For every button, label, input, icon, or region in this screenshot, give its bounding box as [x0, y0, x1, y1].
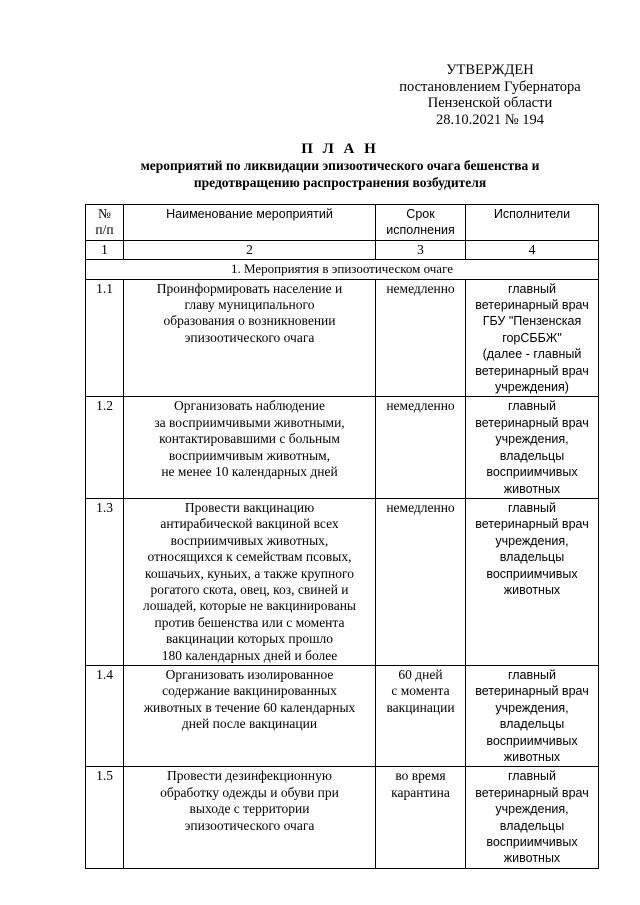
- row-measure-name-line: 180 календарных дней и более: [161, 647, 338, 663]
- header-name: Наименование мероприятий: [124, 205, 376, 241]
- row-executors-line: животных: [503, 851, 561, 866]
- row-measure-name-line: рогатого скота, овец, коз, свиней и: [150, 581, 349, 597]
- plan-table: [85, 204, 599, 869]
- row-term-line: вакцинации: [386, 699, 455, 715]
- row-measure-name-line: контактировавшими с больным: [159, 431, 340, 447]
- row-executors: [466, 397, 599, 498]
- row-executors-line: восприимчивых: [486, 733, 578, 748]
- row-executors-line: ГБУ "Пензенская: [482, 314, 582, 329]
- table-row: [86, 279, 599, 397]
- row-number: 1.4: [86, 665, 124, 766]
- row-measure-name-line: не менее 10 календарных дней: [161, 464, 338, 480]
- row-measure-name-line: животных в течение 60 календарных: [143, 699, 356, 715]
- row-measure-name-line: лошадей, которые не вакцинированы: [142, 598, 357, 614]
- row-term-line: 60 дней: [398, 666, 443, 682]
- row-measure-name-line: относящихся к семействам псовых,: [147, 549, 352, 565]
- approval-line-4: 28.10.2021 № 194: [435, 111, 545, 128]
- header-term-line-1: Срок: [406, 207, 435, 221]
- row-measure-name-line: против бешенства или с момента: [154, 614, 345, 630]
- row-measure-name-line: дней после вакцинации: [181, 716, 318, 732]
- title-main: П Л А Н: [301, 141, 379, 157]
- row-executors: [466, 665, 599, 766]
- row-measure-name-line: восприимчивым животным,: [168, 447, 331, 463]
- row-executors: [466, 498, 599, 665]
- approval-line-3: Пензенской области: [427, 95, 553, 111]
- row-executors-line: ветеринарный врач: [475, 785, 589, 800]
- row-executors-line: главный: [507, 399, 557, 414]
- table-header-row: [86, 205, 599, 241]
- row-measure-name-line: Организовать изолированное: [165, 666, 334, 682]
- document-title: [90, 140, 590, 191]
- row-measure-name: [124, 767, 376, 868]
- row-executors-line: главный: [507, 500, 557, 515]
- row-executors-line: восприимчивых: [486, 835, 578, 850]
- row-executors-line: главный: [507, 667, 557, 682]
- row-executors-line: восприимчивых: [486, 566, 578, 581]
- row-measure-name-line: Проинформировать население и: [156, 280, 343, 296]
- row-executors-line: ветеринарный врач: [475, 684, 589, 699]
- header-num-line-1: №: [98, 206, 111, 221]
- row-measure-name: [124, 498, 376, 665]
- row-measure-name-line: содержание вакцинированных: [162, 683, 337, 699]
- row-number: 1.1: [86, 279, 124, 397]
- row-measure-name-line: за восприимчивыми животными,: [154, 414, 345, 430]
- approval-line-1: УТВЕРЖДЕН: [446, 62, 534, 78]
- row-executors: [466, 279, 599, 397]
- row-measure-name-line: эпизоотического очага: [184, 817, 315, 833]
- row-executors-line: учреждения,: [495, 432, 569, 447]
- row-term-line: с момента: [391, 683, 450, 699]
- row-term-line: во время: [395, 768, 446, 784]
- row-measure-name-line: вакцинации которых прошло: [166, 631, 333, 647]
- row-number: 1.2: [86, 397, 124, 498]
- header-term: [376, 205, 466, 241]
- row-executors-line: учреждения,: [495, 700, 569, 715]
- row-executors-line: главный: [507, 769, 557, 784]
- row-executors-line: ветеринарный врач: [475, 415, 589, 430]
- row-executors-line: ветеринарный врач: [475, 298, 589, 313]
- row-executors-line: животных: [503, 750, 561, 764]
- row-term: [376, 498, 466, 665]
- table-row: [86, 498, 599, 665]
- row-measure-name-line: Провести дезинфекционную: [167, 768, 332, 784]
- row-executors-line: учреждения): [495, 380, 569, 395]
- row-measure-name-line: Организовать наблюдение: [174, 398, 325, 414]
- row-number: 1.3: [86, 498, 124, 665]
- row-number: 1.5: [86, 767, 124, 868]
- header-executors: Исполнители: [466, 205, 599, 241]
- row-term-line: немедленно: [386, 398, 455, 414]
- column-number-3: 3: [376, 240, 466, 259]
- row-executors-line: владельцы: [499, 550, 565, 565]
- row-measure-name-line: выходе с территории: [189, 801, 310, 817]
- row-measure-name-line: Провести вакцинацию: [184, 499, 315, 515]
- title-subtitle-line-2: предотвращению распространения возбудителя: [193, 174, 487, 190]
- column-number-4: 4: [466, 240, 599, 259]
- section-title: 1. Мероприятия в эпизоотическом очаге: [86, 260, 599, 279]
- row-executors-line: владельцы: [499, 818, 565, 833]
- row-executors-line: владельцы: [499, 448, 565, 463]
- row-executors-line: ветеринарный врач: [475, 517, 589, 532]
- table-row: [86, 665, 599, 766]
- row-executors-line: учреждения,: [495, 802, 569, 817]
- column-number-2: 2: [124, 240, 376, 259]
- row-measure-name-line: антирабической вакциной всех: [160, 516, 339, 532]
- approval-stamp: [380, 62, 600, 128]
- row-measure-name-line: кошачьих, куньих, а также крупного: [145, 565, 354, 581]
- row-term-line: немедленно: [386, 499, 455, 515]
- title-subtitle-line-1: мероприятий по ликвидации эпизоотического очага бешенства и: [140, 158, 540, 173]
- row-term-line: карантина: [391, 784, 450, 800]
- row-executors-line: восприимчивых: [486, 465, 578, 480]
- row-term-line: немедленно: [386, 280, 455, 296]
- row-measure-name-line: обработку одежды и обуви при: [160, 784, 339, 800]
- row-measure-name-line: главу муниципального: [184, 297, 315, 313]
- row-measure-name-line: эпизоотического очага: [184, 329, 315, 345]
- row-measure-name-line: образования о возникновении: [163, 313, 336, 329]
- row-measure-name: [124, 665, 376, 766]
- row-executors-line: учреждения,: [495, 533, 569, 548]
- row-executors-line: (далее - главный: [482, 347, 582, 362]
- row-executors-line: владельцы: [499, 717, 565, 732]
- row-measure-name: [124, 397, 376, 498]
- row-executors-line: животных: [503, 481, 561, 496]
- table-row: [86, 767, 599, 868]
- row-measure-name-line: восприимчивых животных,: [170, 532, 329, 548]
- section-row: [86, 260, 599, 279]
- row-executors-line: главный: [507, 281, 557, 296]
- header-num: [86, 205, 124, 241]
- table-row: [86, 397, 599, 498]
- approval-line-2: постановлением Губернатора: [399, 78, 581, 95]
- row-executors-line: горСББЖ": [502, 330, 562, 345]
- column-number-row: [86, 240, 599, 259]
- row-measure-name: [124, 279, 376, 397]
- row-executors-line: ветеринарный врач: [475, 363, 589, 378]
- column-number-1: 1: [86, 240, 124, 259]
- header-term-line-2: исполнения: [386, 223, 455, 238]
- row-term: [376, 767, 466, 868]
- row-term: [376, 665, 466, 766]
- row-term: [376, 397, 466, 498]
- header-num-line-2: п/п: [95, 222, 114, 238]
- row-executors: [466, 767, 599, 868]
- row-term: [376, 279, 466, 397]
- row-executors-line: животных: [503, 582, 561, 597]
